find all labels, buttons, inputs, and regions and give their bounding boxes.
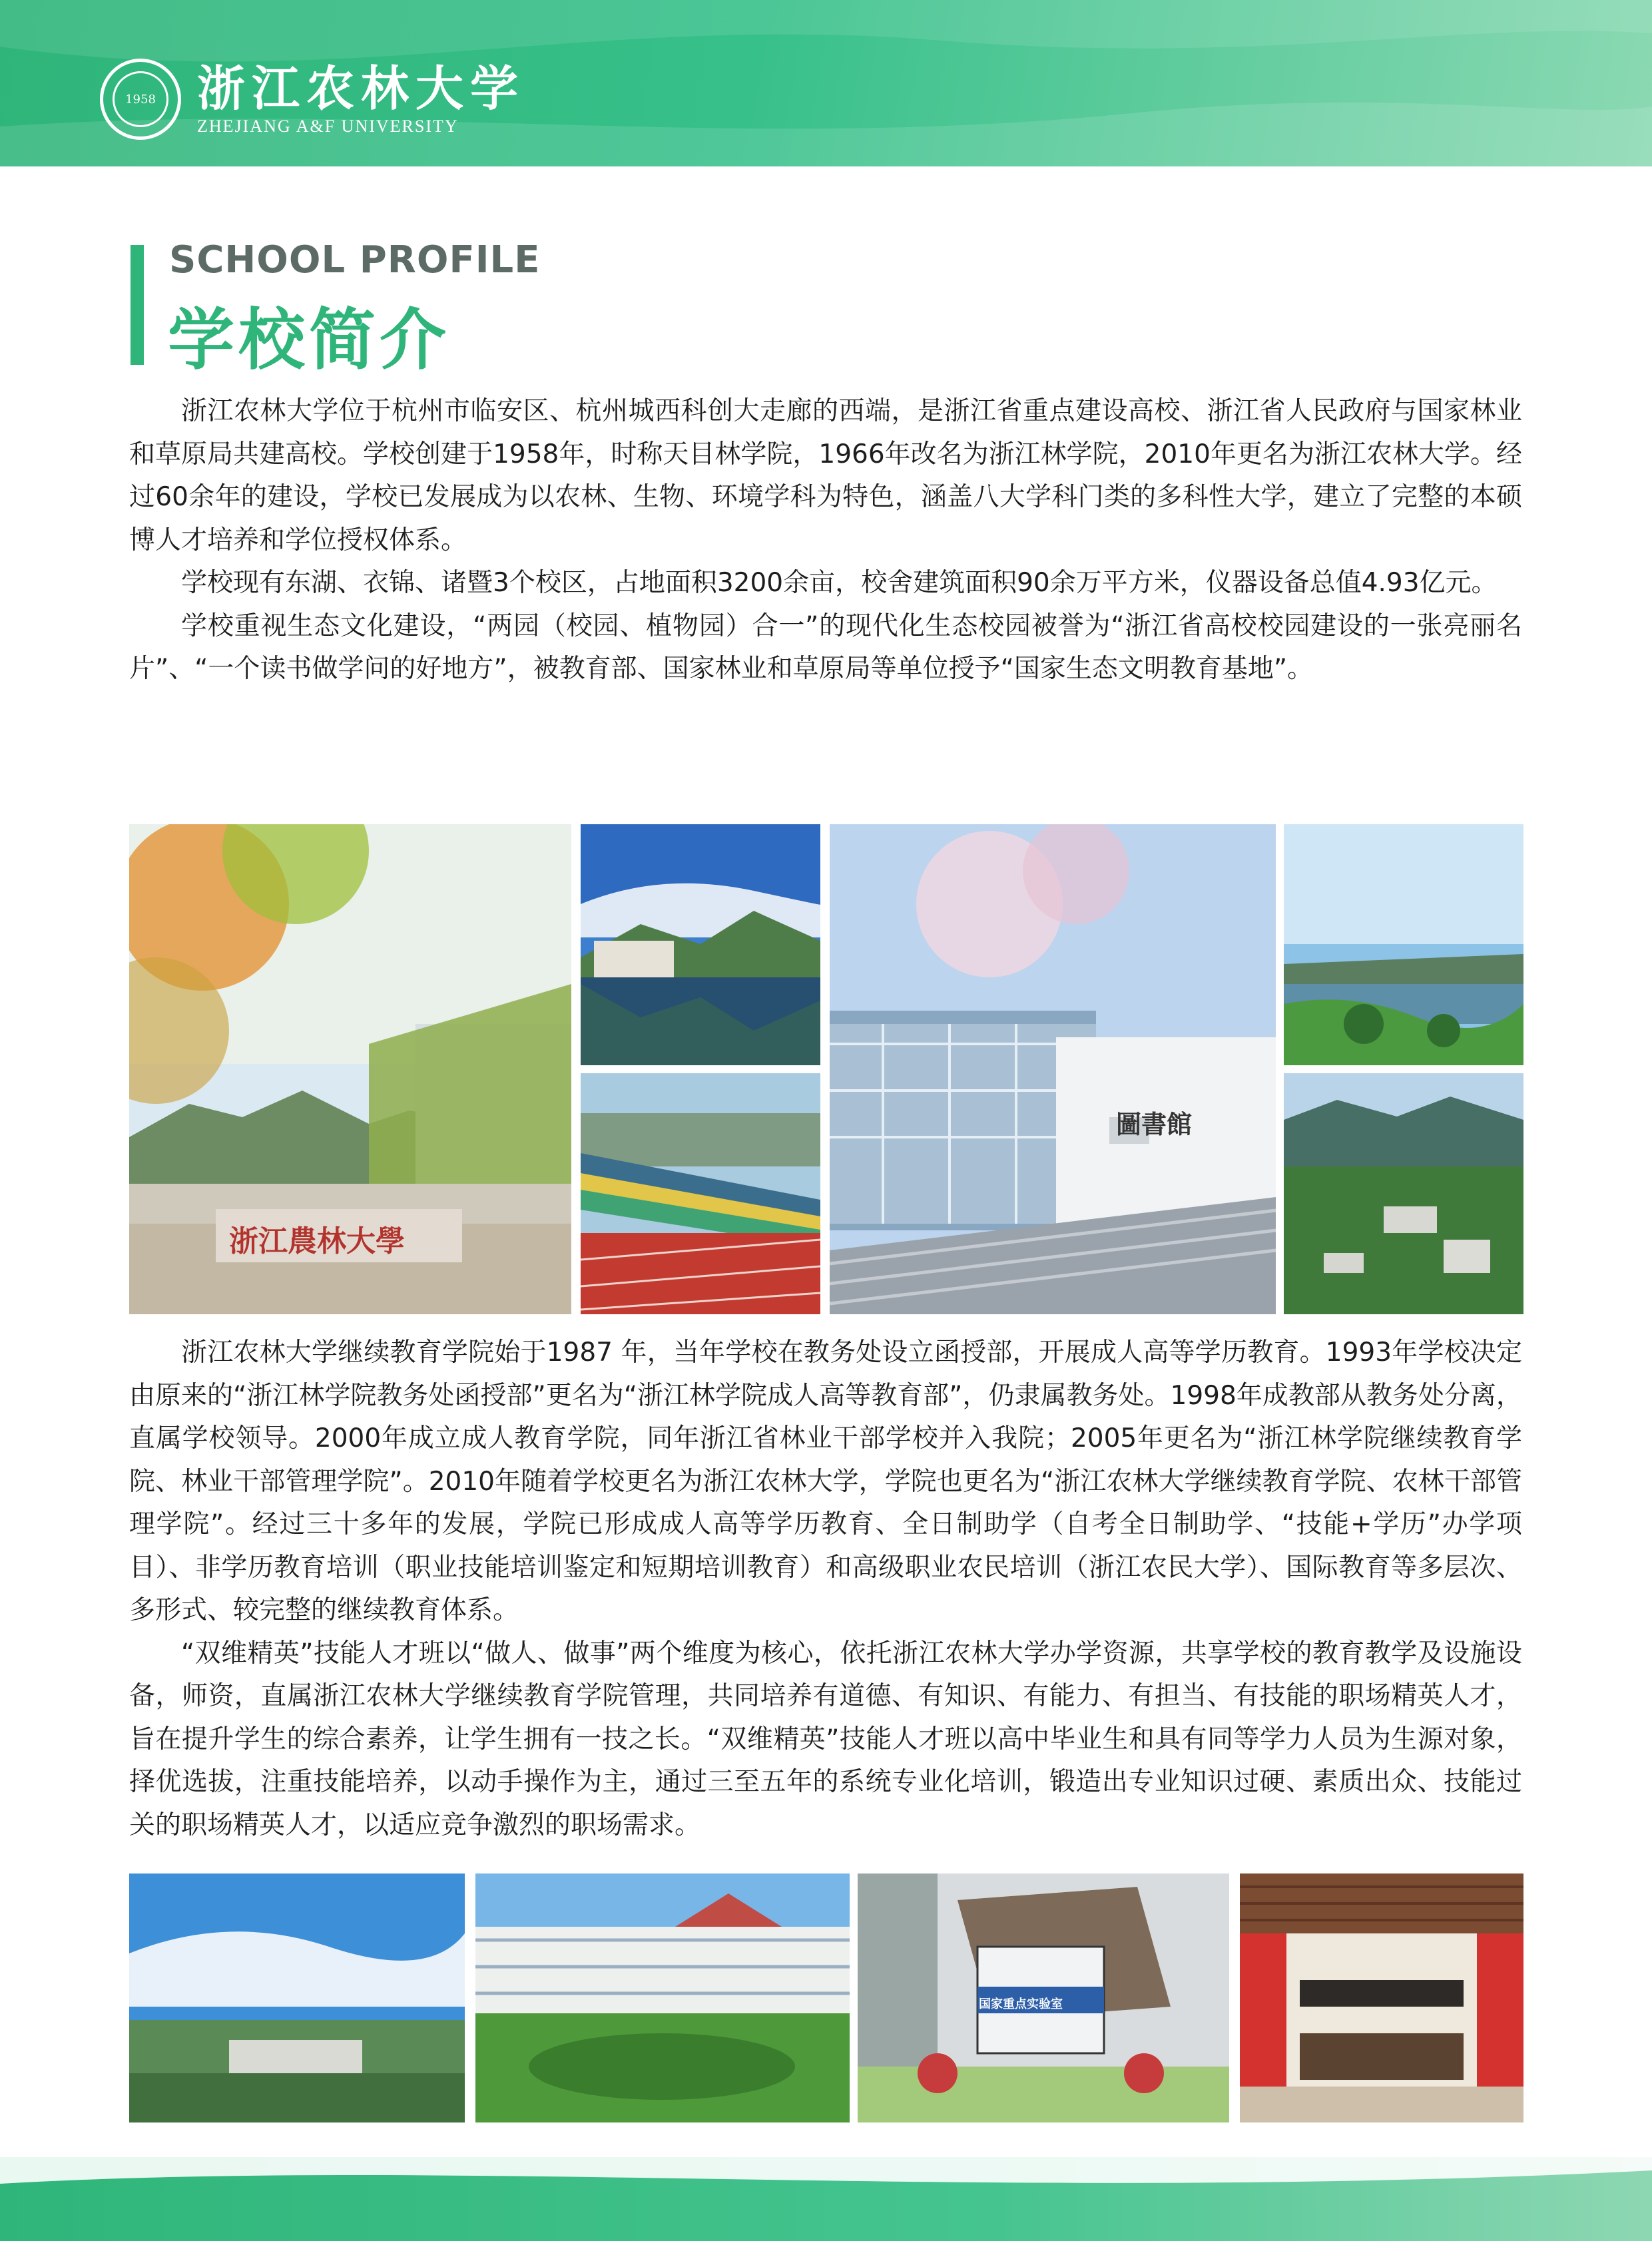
lab-sign: 国家重点实验室 [979,1997,1063,2011]
seal-year: 1958 [125,92,156,107]
university-logo[interactable] [100,59,525,140]
footer-wave-decoration [0,2157,1652,2241]
section-title-cn: 学校简介 [168,301,450,379]
intro-text [129,390,1522,691]
section-title-en: SCHOOL PROFILE [169,238,541,282]
intro-paragraph: 浙江农林大学位于杭州市临安区、杭州城西科创大走廊的西端，是浙江省重点建设高校、浙江省人民政府与国家林业和草原局共建高校。学校创建于1958年，时称天目林学院，1966年改名为浙江林学院，2010年更名为浙江农林大学。经过60余年的建设，学校已发展成为以农林、生物、环境学科为特色，涵盖八大学科门类的多科性大学，建立了完整的本硕博人才培养和学位授权体系。 [129,396,1522,555]
intro-paragraph: 学校重视生态文化建设，“两园（校园、植物园）合一”的现代化生态校园被誉为“浙江省高校校园建设的一张亮丽名片”、“一个读书做学问的好地方”，被教育部、国家林业和草原局等单位授予“国家生态文明教育基地”。 [129,611,1522,684]
gate-sign: 浙江農林大學 [229,1224,405,1258]
aerial-campus-photo [1284,1073,1523,1314]
university-name-en: ZHEJIANG A&F UNIVERSITY [197,117,459,136]
city-campus-photo [129,1873,465,2122]
university-seal-icon [100,59,181,140]
header-banner [0,0,1652,166]
exhibition-hall-photo [1240,1873,1523,2122]
footer-band [0,2157,1652,2241]
lake-park-photo [1284,824,1523,1065]
college-paragraph: 浙江农林大学继续教育学院始于1987 年，当年学校在教务处设立函授部，开展成人高等学历教育。1993年学校决定由原来的“浙江林学院教务处函授部”更名为“浙江林学院成人高等教育部”，仍隶属教务处。1998年成教部从教务处分离，直属学校领导。2000年成立成人教育学院，同年浙江省林业干部学校并入我院；2005年更名为“浙江林学院继续教育学院、林业干部管理学院”。2010年随着学校更名为浙江农林大学，学院也更名为“浙江农林大学继续教育学院、农林干部管理学院”。经过三十多年的发展，学院已形成成人高等学历教育、全日制助学（自考全日制助学、“技能+学历”办学项目）、非学历教育培训（职业技能培训鉴定和短期培训教育）和高级职业农民培训（浙江农民大学）、国际教育等多层次、多形式、较完整的继续教育体系。 [129,1338,1522,1625]
lake-building-photo [581,824,820,1065]
library-photo [830,824,1276,1314]
university-name-cn: 浙江农林大学 [197,60,525,117]
intro-paragraph: 学校现有东湖、衣锦、诸暨3个校区，占地面积3200余亩，校舍建筑面积90余万平方米，仪器设备总值4.93亿元。 [181,568,1498,598]
college-text [129,1332,1522,1847]
lab-display-photo [858,1873,1229,2122]
stadium-photo [581,1073,820,1314]
college-paragraph: “双维精英”技能人才班以“做人、做事”两个维度为核心，依托浙江农林大学办学资源，共享学校的教育教学及设施设备，师资，直属浙江农林大学继续教育学院管理，共同培养有道德、有知识、有能力、有担当、有技能的职场精英人才，旨在提升学生的综合素养，让学生拥有一技之长。“双维精英”技能人才班以高中毕业生和具有同等学力人员为生源对象，择优选拔，注重技能培养，以动手操作为主，通过三至五年的系统专业化培训，锻造出专业知识过硬、素质出众、技能过关的职场精英人才，以适应竞争激烈的职场需求。 [129,1638,1522,1840]
title-accent-bar [131,245,144,365]
library-sign: 圖書館 [1116,1109,1193,1139]
building-garden-photo [475,1873,850,2122]
campus-gate-photo [129,824,571,1314]
